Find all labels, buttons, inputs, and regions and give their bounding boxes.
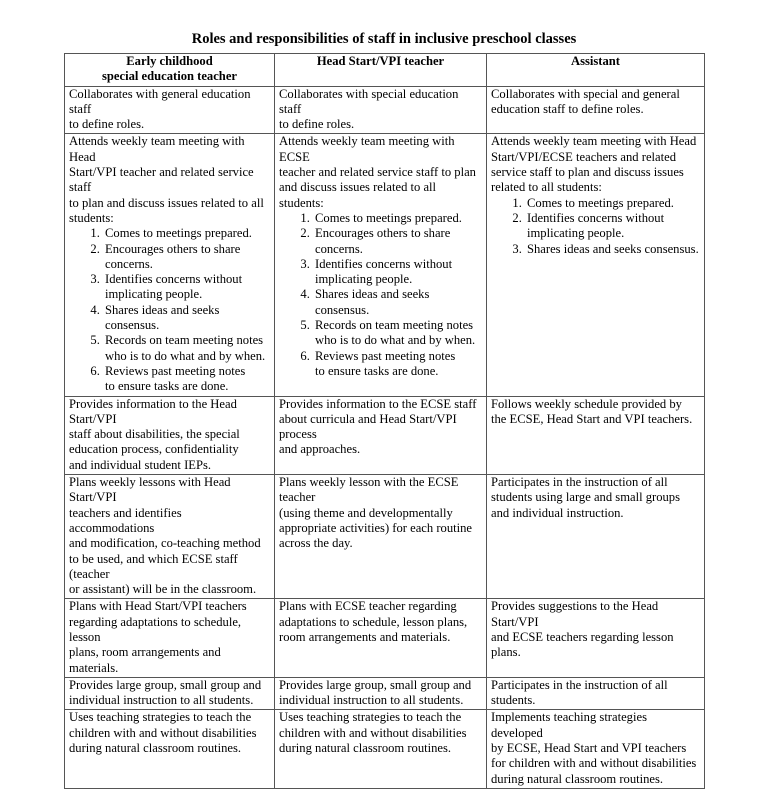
- table-row: [65, 134, 705, 396]
- cell-text: Collaborates with general education staff to define roles.: [69, 86, 251, 132]
- table-row: [65, 475, 705, 599]
- cell-text: Plans weekly lessons with Head Start/VPI teachers and identifies accommodations and modification, co-teaching method to be used, and which ECSE staff (teacher or assistant) will be in the classroom.: [69, 475, 261, 597]
- header-assistant: Assistant: [487, 54, 705, 87]
- cell-text: Uses teaching strategies to teach the children with and without disabilities during natural classroom routines.: [279, 710, 467, 756]
- cell-text: Follows weekly schedule provided by the ECSE, Head Start and VPI teachers.: [491, 396, 693, 426]
- roles-table: [64, 53, 705, 789]
- cell-assistant: [487, 396, 705, 474]
- page-title: Roles and responsibilities of staff in inclusive preschool classes: [191, 31, 577, 47]
- list-item: 2. Encourages others to share concerns.: [103, 242, 270, 273]
- list-item: 5. Records on team meeting notes who is to do what and by when.: [313, 318, 482, 349]
- cell-text: Implements teaching strategies developed by ECSE, Head Start and VPI teachers for children with and without disabilities during natural classroom routines.: [491, 710, 697, 786]
- list-item: 1. Comes to meetings prepared.: [525, 196, 700, 211]
- table-row: [65, 599, 705, 677]
- list-item: 2. Identifies concerns without implicating people.: [525, 211, 700, 242]
- numbered-list: [69, 226, 270, 394]
- list-item: 3. Identifies concerns without implicating people.: [103, 272, 270, 303]
- cell-ecse-teacher: [65, 599, 275, 677]
- cell-text: Collaborates with special and general education staff to define roles.: [491, 86, 680, 116]
- cell-head-start-teacher: [275, 599, 487, 677]
- table-row: [65, 396, 705, 474]
- list-item: 3. Identifies concerns without implicating people.: [313, 257, 482, 288]
- list-item: 6. Reviews past meeting notes to ensure tasks are done.: [103, 364, 270, 395]
- cell-head-start-teacher: [275, 710, 487, 788]
- list-item: 1. Comes to meetings prepared.: [103, 226, 270, 241]
- table-row: [65, 86, 705, 134]
- list-item: 4. Shares ideas and seeks consensus.: [103, 303, 270, 334]
- numbered-list: [491, 196, 700, 257]
- cell-text: Attends weekly team meeting with ECSE teacher and related service staff to plan and discuss issues related to all students:: [279, 134, 476, 210]
- cell-text: Provides large group, small group and individual instruction to all students.: [279, 677, 472, 708]
- cell-ecse-teacher: [65, 134, 275, 396]
- cell-head-start-teacher: [275, 475, 487, 599]
- header-ecse-teacher: Early childhood special education teacher: [65, 54, 275, 87]
- cell-text: Plans weekly lesson with the ECSE teacher (using theme and developmentally appropriate activities) for each routine across the day.: [279, 475, 473, 551]
- list-item: 1. Comes to meetings prepared.: [313, 211, 482, 226]
- cell-ecse-teacher: [65, 396, 275, 474]
- cell-ecse-teacher: [65, 475, 275, 599]
- cell-assistant: [487, 134, 705, 396]
- cell-assistant: [487, 710, 705, 788]
- table-row: [65, 677, 705, 710]
- cell-text: Plans with Head Start/VPI teachers regarding adaptations to schedule, lesson plans, room arrangements and materials.: [69, 599, 247, 675]
- cell-text: Plans with ECSE teacher regarding adaptations to schedule, lesson plans, room arrangements and materials.: [279, 599, 468, 644]
- cell-text: Attends weekly team meeting with Head Start/VPI teacher and related service staff to plan and discuss issues related to all students:: [69, 134, 264, 225]
- cell-ecse-teacher: [65, 677, 275, 710]
- list-item: 6. Reviews past meeting notes to ensure tasks are done.: [313, 349, 482, 380]
- cell-text: Collaborates with special education staff to define roles.: [279, 86, 459, 132]
- cell-head-start-teacher: [275, 134, 487, 396]
- header-row: [65, 54, 705, 87]
- cell-head-start-teacher: [275, 86, 487, 134]
- cell-ecse-teacher: [65, 710, 275, 788]
- cell-text: Participates in the instruction of all students.: [491, 677, 668, 708]
- cell-assistant: [487, 475, 705, 599]
- cell-text: Participates in the instruction of all students using large and small groups and individual instruction.: [491, 475, 681, 520]
- cell-text: Provides large group, small group and individual instruction to all students.: [69, 677, 262, 708]
- cell-text: Provides information to the ECSE staff about curricula and Head Start/VPI process and approaches.: [279, 396, 477, 457]
- cell-assistant: [487, 86, 705, 134]
- cell-assistant: [487, 677, 705, 710]
- header-head-start-teacher: Head Start/VPI teacher: [275, 54, 487, 87]
- cell-text: Uses teaching strategies to teach the children with and without disabilities during natural classroom routines.: [69, 710, 257, 756]
- cell-head-start-teacher: [275, 677, 487, 710]
- list-item: 2. Encourages others to share concerns.: [313, 226, 482, 257]
- cell-text: Attends weekly team meeting with Head Start/VPI/ECSE teachers and related service staff to plan and discuss issues related to all students:: [491, 134, 697, 195]
- cell-assistant: [487, 599, 705, 677]
- cell-ecse-teacher: [65, 86, 275, 134]
- list-item: 5. Records on team meeting notes who is to do what and by when.: [103, 333, 270, 364]
- table-row: [65, 710, 705, 788]
- numbered-list: [279, 211, 482, 379]
- table-body: [65, 86, 705, 788]
- list-item: 3. Shares ideas and seeks consensus.: [525, 242, 700, 257]
- list-item: 4. Shares ideas and seeks consensus.: [313, 287, 482, 318]
- cell-head-start-teacher: [275, 396, 487, 474]
- cell-text: Provides information to the Head Start/VPI staff about disabilities, the special education process, confidentiality and individual student IEPs.: [69, 396, 240, 472]
- cell-text: Provides suggestions to the Head Start/VPI and ECSE teachers regarding lesson plans.: [491, 599, 674, 660]
